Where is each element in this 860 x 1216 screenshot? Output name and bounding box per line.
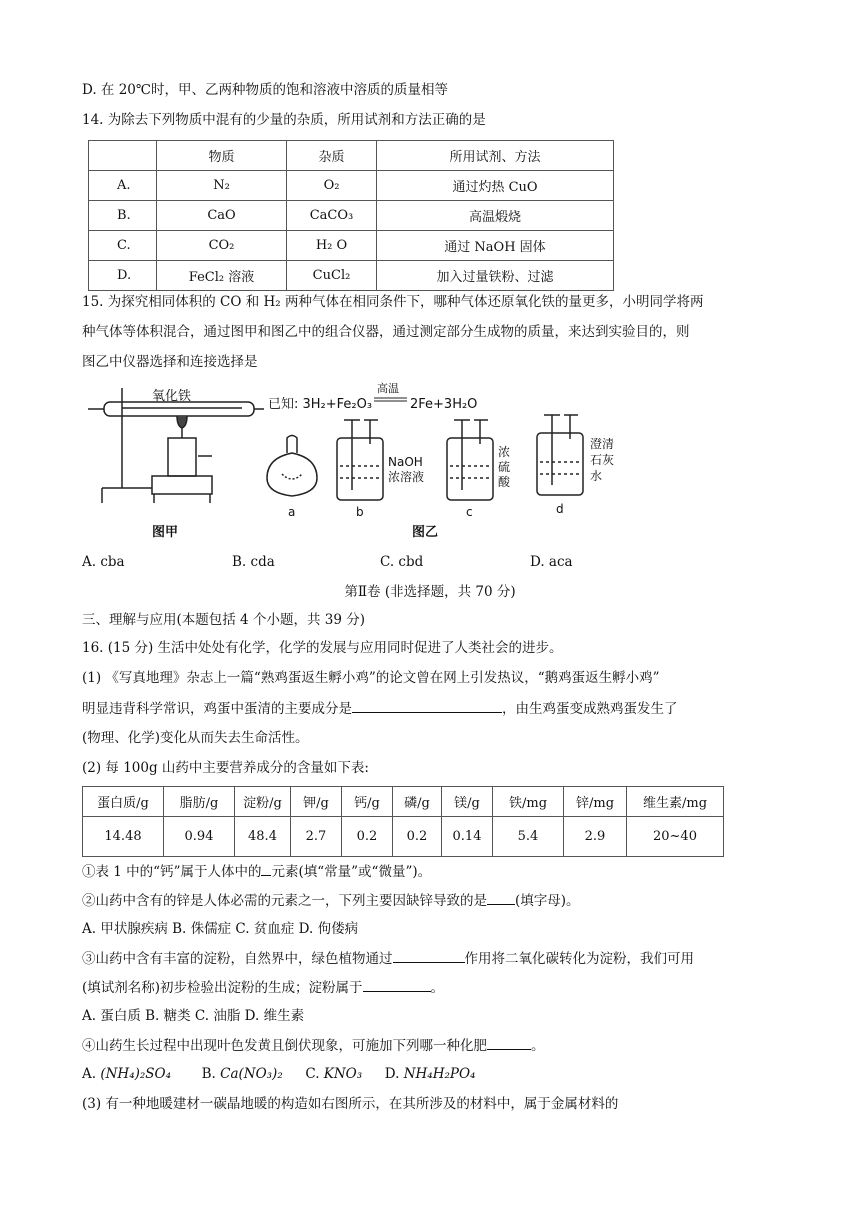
q16-s3-text-d: 。 (430, 980, 445, 996)
q16-s4-text-a: ④山药生长过程中出现叶色发黄且倒伏现象，可施加下列哪一种化肥 (82, 1038, 487, 1054)
table-header-cell: 钾/g (291, 787, 342, 817)
answer-blank[interactable] (487, 1035, 531, 1050)
q15-option-a: A. cba (82, 554, 125, 570)
q16-s3-text-a: ③山药中含有丰富的淀粉，自然界中，绿色植物通过 (82, 951, 393, 967)
table-header-cell: 脂肪/g (164, 787, 235, 817)
q16-p1-text-b: ，由生鸡蛋变成熟鸡蛋发生了 (502, 701, 678, 717)
table-header-row (83, 787, 724, 817)
table-cell: 加入过量铁粉、过滤 (377, 261, 614, 291)
q15-option-d: D. aca (530, 554, 573, 570)
q15-line-1: 15. 为探究相同体积的 CO 和 H₂ 两种气体在相同条件下，哪种气体还原氧化铁的量更多，小明同学将两 (82, 294, 704, 310)
table-cell: 48.4 (235, 817, 291, 857)
table-cell: 0.2 (393, 817, 442, 857)
table-header-cell: 所用试剂、方法 (377, 141, 614, 171)
label-iron-oxide: 氧化铁 (152, 389, 192, 404)
equation-condition: 高温 (377, 382, 399, 395)
q16-s2-options: A. 甲状腺疾病 B. 侏儒症 C. 贫血症 D. 佝偻病 (82, 921, 359, 937)
table-cell: D. (89, 261, 157, 291)
q16-s3-options: A. 蛋白质 B. 糖类 C. 油脂 D. 维生素 (82, 1008, 305, 1024)
q16-p1-line2 (82, 698, 678, 719)
q16-p3: (3) 有一种地暖建材一碳晶地暖的构造如右图所示，在其所涉及的材料中，属于金属材料的 (82, 1096, 619, 1112)
table-header-cell: 蛋白质/g (83, 787, 164, 817)
answer-blank[interactable] (363, 977, 431, 992)
table-cell: 0.94 (164, 817, 235, 857)
apparatus-d (537, 415, 583, 495)
table-row (89, 201, 614, 231)
q15-apparatus-figure (82, 378, 642, 548)
table-cell: CaCO₃ (287, 201, 377, 231)
part2-title: 第Ⅱ卷 (非选择题，共 70 分) (344, 584, 516, 600)
label-a: a (288, 505, 296, 519)
q15-line-3: 图乙中仪器选择和连接选择是 (82, 354, 258, 370)
label-acid-1: 浓 (498, 445, 511, 459)
table-cell: 通过灼热 CuO (377, 171, 614, 201)
table-cell: 2.9 (564, 817, 627, 857)
figure-jia-caption: 图甲 (152, 525, 179, 540)
q16-s3-text-c: (填试剂名称)初步检验出淀粉的生成；淀粉属于 (82, 980, 363, 996)
table-row (89, 171, 614, 201)
table-header-cell: 锌/mg (564, 787, 627, 817)
fert-a-label: A. (82, 1066, 101, 1082)
q16-fertilizer-options (82, 1064, 475, 1084)
table-cell: 5.4 (493, 817, 564, 857)
label-acid-3: 酸 (498, 475, 511, 489)
table-row (83, 817, 724, 857)
fert-c-formula: KNO₃ (323, 1066, 363, 1082)
table-header-cell: 淀粉/g (235, 787, 291, 817)
label-lime-1: 澄清 (590, 437, 615, 451)
label-lime-2: 石灰 (590, 453, 615, 467)
table-header-cell: 物质 (157, 141, 287, 171)
q16-s2 (82, 890, 580, 911)
label-lime-3: 水 (590, 469, 603, 483)
table-cell: CO₂ (157, 231, 287, 261)
q16-s1 (82, 861, 431, 882)
table-cell: A. (89, 171, 157, 201)
apparatus-c (447, 420, 493, 500)
apparatus-b (337, 420, 383, 500)
label-naoh-solution: 浓溶液 (388, 470, 425, 484)
fert-c-label: C. (305, 1066, 324, 1082)
answer-blank[interactable] (352, 698, 502, 713)
section3-heading: 三、理解与应用(本题包括 4 个小题，共 39 分) (82, 612, 365, 628)
table-cell: O₂ (287, 171, 377, 201)
table-row (89, 261, 614, 291)
q16-s4 (82, 1035, 545, 1056)
label-naoh: NaOH (388, 455, 423, 469)
q16-p2-stem: (2) 每 100g 山药中主要营养成分的含量如下表: (82, 760, 369, 776)
label-acid-2: 硫 (498, 460, 511, 474)
table-cell: CuCl₂ (287, 261, 377, 291)
q16-s2-text-b: (填字母)。 (515, 893, 580, 909)
q16-p1-line3: (物理、化学)变化从而失去生命活性。 (82, 730, 309, 746)
q16-s1-text-b: 元素(填“常量”或“微量”)。 (271, 864, 432, 880)
q16-s4-text-b: 。 (531, 1038, 545, 1054)
table-cell: 高温煅烧 (377, 201, 614, 231)
q16-s2-text-a: ②山药中含有的锌是人体必需的元素之一，下列主要因缺锌导致的是 (82, 893, 487, 909)
table-cell: FeCl₂ 溶液 (157, 261, 287, 291)
fert-d-label: D. (384, 1066, 404, 1082)
table-cell: 14.48 (83, 817, 164, 857)
q14-table (88, 140, 614, 291)
table-row (89, 231, 614, 261)
fert-d-formula: NH₄H₂PO₄ (403, 1066, 476, 1082)
equation-product: 2Fe+3H₂O (410, 397, 478, 412)
table-cell: 2.7 (291, 817, 342, 857)
table-cell: 20~40 (627, 817, 724, 857)
table-header-cell: 磷/g (393, 787, 442, 817)
q15-option-c: C. cbd (380, 554, 424, 570)
figure-yi-caption: 图乙 (412, 525, 439, 540)
label-b: b (356, 505, 364, 519)
table-cell: H₂ O (287, 231, 377, 261)
q16-s3-line2 (82, 977, 444, 998)
q14-stem: 14. 为除去下列物质中混有的少量的杂质，所用试剂和方法正确的是 (82, 112, 486, 128)
fert-b-label: B. (201, 1066, 221, 1082)
label-d: d (556, 502, 564, 516)
answer-blank[interactable] (487, 890, 515, 905)
equation-known: 已知: 3H₂+Fe₂O₃ (268, 397, 373, 412)
q15-line-2: 种气体等体积混合，通过图甲和图乙中的组合仪器，通过测定部分生成物的质量，来达到实验目的，则 (82, 324, 690, 340)
table-header-cell: 维生素/mg (627, 787, 724, 817)
table-cell: 0.14 (442, 817, 493, 857)
q16-s3-text-b: 作用将二氧化碳转化为淀粉，我们可用 (464, 951, 694, 967)
label-c: c (466, 505, 473, 519)
q16-p1-line1: (1) 《写真地理》杂志上一篇“熟鸡蛋返生孵小鸡”的论文曾在网上引发热议，“鹅鸡蛋返生孵小鸡” (82, 670, 660, 686)
table-header-cell: 钙/g (342, 787, 393, 817)
figure-jia-apparatus (88, 388, 264, 503)
nutrient-table (82, 786, 724, 857)
q16-stem: 16. (15 分) 生活中处处有化学，化学的发展与应用同时促进了人类社会的进步。 (82, 640, 563, 656)
answer-blank[interactable] (393, 948, 465, 963)
table-cell: 通过 NaOH 固体 (377, 231, 614, 261)
table-header-cell (89, 141, 157, 171)
q16-s1-text-a: ①表 1 中的“钙”属于人体中的 (82, 864, 262, 880)
table-cell: N₂ (157, 171, 287, 201)
answer-blank[interactable] (261, 861, 271, 876)
fert-b-formula: Ca(NO₃)₂ (220, 1066, 283, 1082)
table-cell: B. (89, 201, 157, 231)
q16-p1-text-a: 明显违背科学常识，鸡蛋中蛋清的主要成分是 (82, 701, 352, 717)
table-cell: CaO (157, 201, 287, 231)
table-cell: 0.2 (342, 817, 393, 857)
fert-a-formula: (NH₄)₂SO₄ (100, 1066, 172, 1082)
q15-option-b: B. cda (232, 554, 275, 570)
table-header-row (89, 141, 614, 171)
table-header-cell: 铁/mg (493, 787, 564, 817)
q13-option-d: D. 在 20℃时，甲、乙两种物质的饱和溶液中溶质的质量相等 (82, 82, 448, 98)
table-header-cell: 镁/g (442, 787, 493, 817)
table-header-cell: 杂质 (287, 141, 377, 171)
table-cell: C. (89, 231, 157, 261)
q16-s3-line1 (82, 948, 694, 969)
apparatus-a (267, 436, 317, 497)
